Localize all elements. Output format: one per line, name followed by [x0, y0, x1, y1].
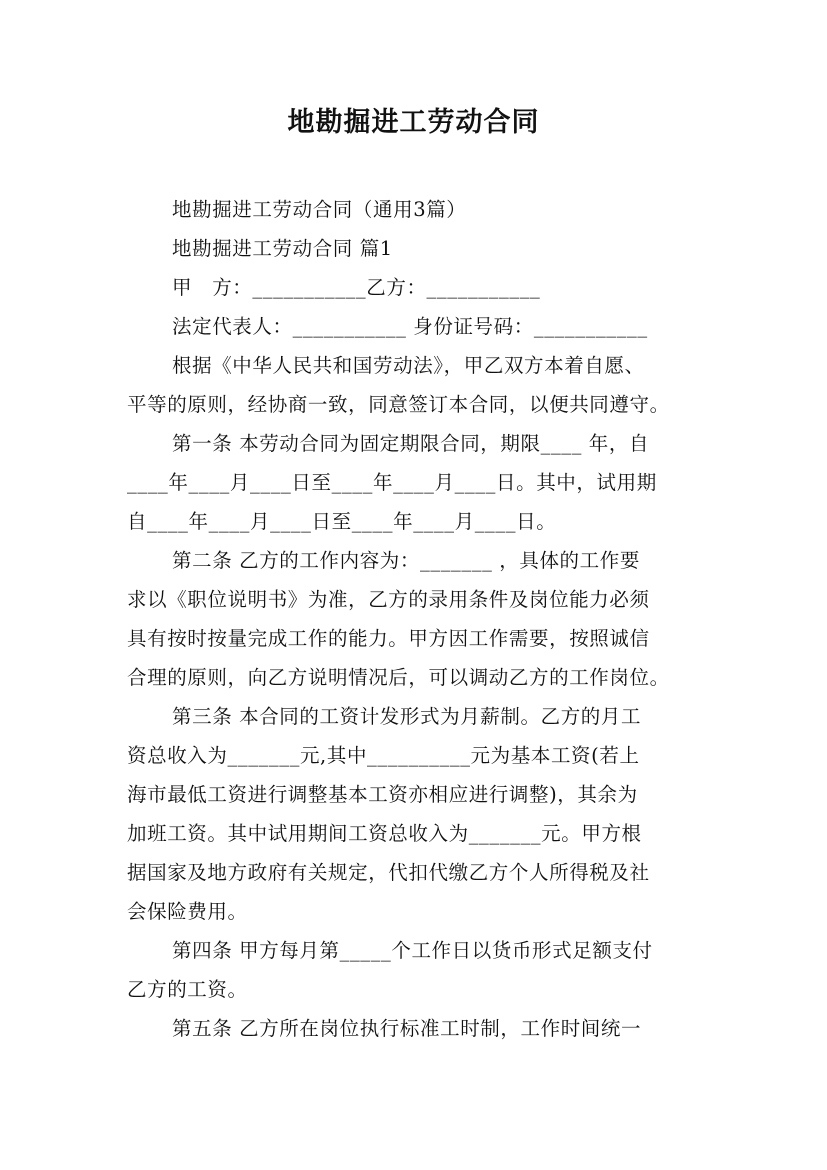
article-2-line: 第二条 乙方的工作内容为：_______ ，具体的工作要 — [172, 549, 640, 572]
document-title: 地勘掘进工劳动合同 — [287, 107, 540, 138]
article-3-line: 海市最低工资进行调整基本工资亦相应进行调整)，其余为 — [127, 783, 638, 806]
article-5-line: 第五条 乙方所在岗位执行标准工时制，工作时间统一 — [172, 1017, 642, 1040]
article-3-line: 据国家及地方政府有关规定，代扣代缴乙方个人所得税及社 — [127, 861, 650, 884]
party-line: 甲 方：___________乙方：___________ — [172, 276, 541, 299]
article-3-line: 会保险费用。 — [127, 900, 248, 923]
article-2-line: 具有按时按量完成工作的能力。甲方因工作需要，按照诚信 — [127, 627, 650, 650]
paragraph-line: 平等的原则，经协商一致，同意签订本合同，以便共同遵守。 — [127, 393, 670, 416]
article-1-line: ____年____月____日至____年____月____日。其中，试用期 — [127, 471, 657, 494]
section-heading: 地勘掘进工劳动合同 篇1 — [172, 237, 393, 260]
paragraph-line: 根据《中华人民共和国劳动法》，甲乙双方本着自愿、 — [172, 354, 645, 377]
representative-line: 法定代表人：___________ 身份证号码：___________ — [172, 315, 648, 338]
article-1-line: 第一条 本劳动合同为固定期限合同，期限____ 年，自 — [172, 432, 650, 455]
article-3-line: 资总收入为_______元,其中__________元为基本工资(若上 — [127, 744, 640, 767]
article-2-line: 求以《职位说明书》为准，乙方的录用条件及岗位能力必须 — [127, 588, 650, 611]
article-4-line: 第四条 甲方每月第_____个工作日以货币形式足额支付 — [172, 939, 653, 962]
article-1-line: 自____年____月____日至____年____月____日。 — [127, 510, 557, 533]
article-2-line: 合理的原则，向乙方说明情况后，可以调动乙方的工作岗位。 — [127, 666, 670, 689]
subtitle: 地勘掘进工劳动合同（通用3篇） — [172, 198, 467, 221]
article-4-line: 乙方的工资。 — [127, 978, 248, 1001]
article-3-line: 第三条 本合同的工资计发形式为月薪制。乙方的月工 — [172, 705, 642, 728]
article-3-line: 加班工资。其中试用期间工资总收入为_______元。甲方根 — [127, 822, 642, 845]
